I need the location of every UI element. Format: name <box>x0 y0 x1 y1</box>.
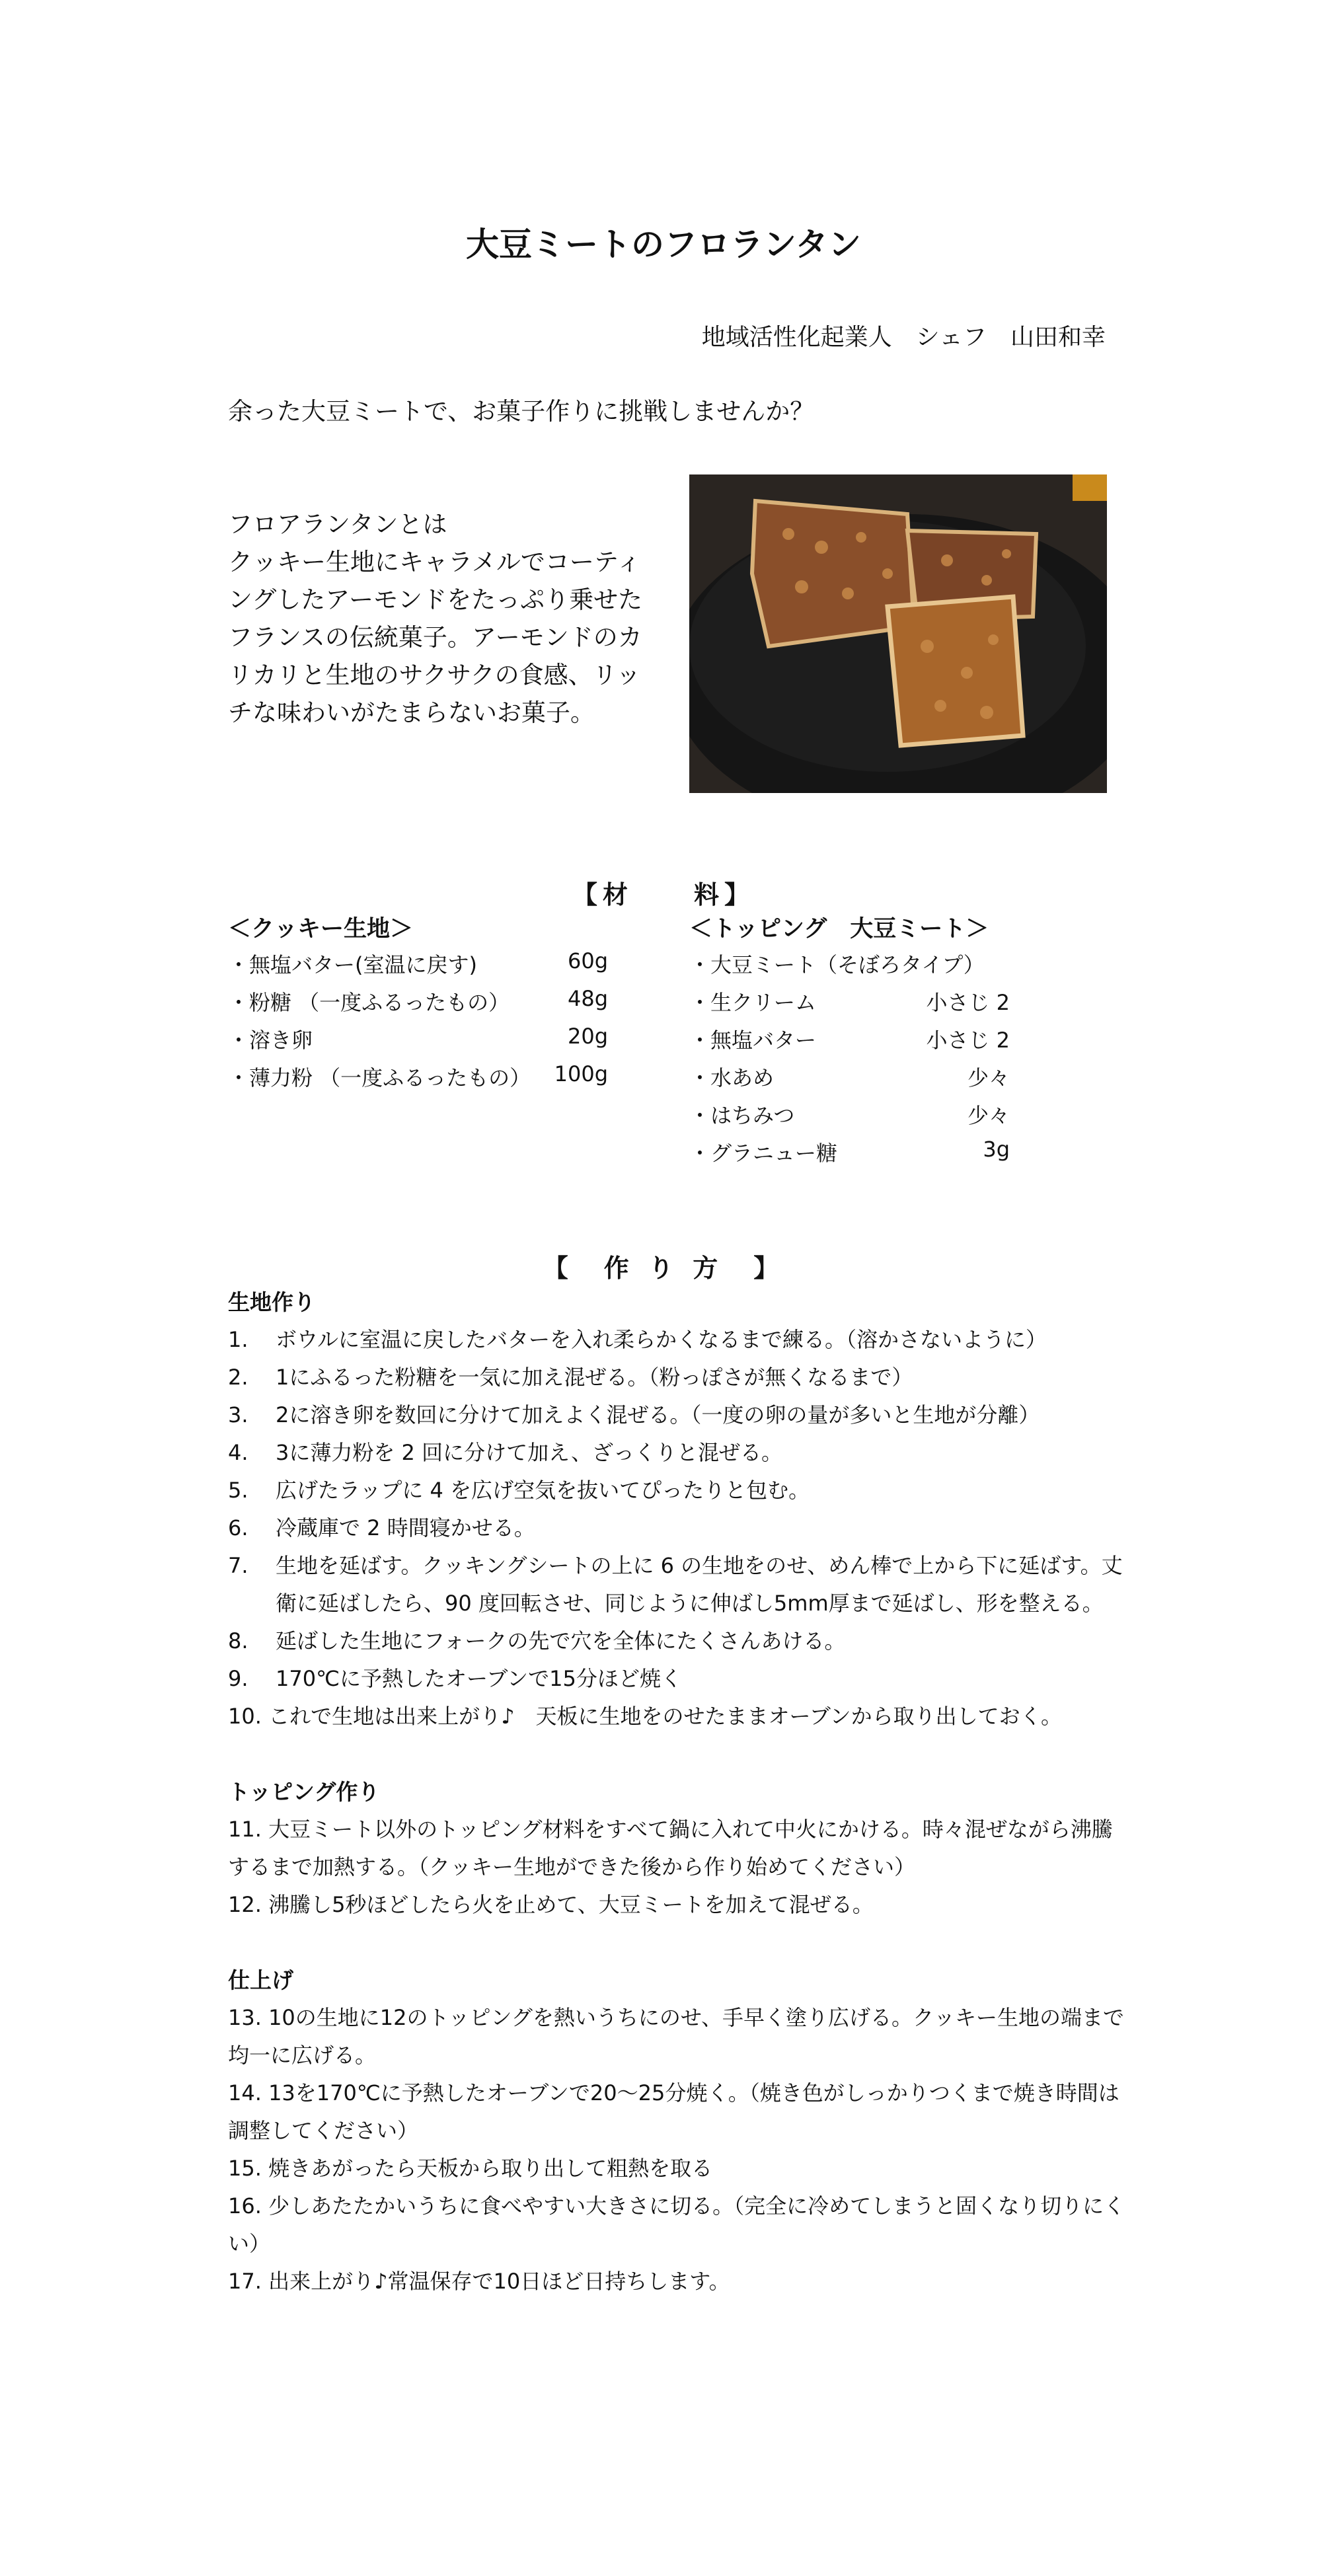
step-text: 生地を延ばす。クッキングシートの上に 6 の生地をのせ、めん棒で上から下に延ばす。丈衛に延ばしたら、90 度回転させ、同じように伸ばし5mm厚まで延ばし、形を整える。 <box>276 1553 1123 1616</box>
ingredient-qty: 60g <box>567 948 608 973</box>
step-number: 8. <box>228 1628 248 1653</box>
spacer <box>228 1924 1133 1961</box>
method-heading: 【 作 り 方 】 <box>543 1254 784 1283</box>
ingredient-qty: 3g <box>983 1137 1010 1162</box>
ingredient-row <box>689 1061 1010 1099</box>
document-title: 大豆ミートのフロランタン <box>466 225 861 264</box>
ingredient-qty: 小さじ 2 <box>926 990 1010 1015</box>
ingredient-name: ・水あめ <box>689 1065 775 1090</box>
step-item: 10. これで生地は出来上がり♪ 天板に生地をのせたままオーブンから取り出しておく。 <box>228 1704 1062 1729</box>
step-item: 11. 大豆ミート以外のトッピング材料をすべて鍋に入れて中火にかける。時々混ぜながら沸騰するまで加熱する。（クッキー生地ができた後から作り始めてください） <box>228 1817 1113 1879</box>
step-text: 2に溶き卵を数回に分けて加えよく混ぜる。（一度の卵の量が多いと生地が分離） <box>276 1402 1040 1427</box>
step-number: 3. <box>228 1402 248 1427</box>
ingredient-row <box>689 948 1010 986</box>
ingredient-name: ・グラニュー糖 <box>689 1141 838 1166</box>
florentine-photo <box>689 474 1107 793</box>
ingredient-row <box>228 1061 608 1099</box>
step-text: 1にふるった粉糖を一気に加え混ぜる。（粉っぽさが無くなるまで） <box>276 1365 913 1390</box>
step-number: 1. <box>228 1327 248 1352</box>
step-item <box>228 1396 1133 1434</box>
step-item <box>228 1472 1133 1509</box>
materials-heading: 【材 料】 <box>572 880 755 909</box>
cookie-ingredients <box>228 911 608 1099</box>
ingredient-qty: 20g <box>567 1024 608 1049</box>
step-item <box>228 1359 1133 1396</box>
ingredient-name: ・薄力粉 （一度ふるったもの） <box>228 1065 531 1090</box>
step-text: 3に薄力粉を 2 回に分けて加え、ざっくりと混ぜる。 <box>276 1440 782 1465</box>
intro-text: 余った大豆ミートで、お菓子作りに挑戦しませんか？ <box>228 397 815 426</box>
topping-header: ＜トッピング 大豆ミート＞ <box>689 916 989 942</box>
step-item: 13. 10の生地に12のトッピングを熱いうちにのせ、手早く塗り広げる。クッキー生地の端まで均一に広げる。 <box>228 2005 1124 2068</box>
step-item: 16. 少しあたたかいうちに食べやすい大きさに切る。（完全に冷めてしまうと固くなり切りにくい） <box>228 2193 1125 2256</box>
ingredient-row <box>689 986 1010 1024</box>
ingredient-row <box>228 948 608 986</box>
step-number: 5. <box>228 1478 248 1503</box>
florentine-description: フロアランタンとは クッキー生地にキャラメルでコーティングしたアーモンドをたっぷり乗せたフランスの伝統菓子。アーモンドのカリカリと生地のサクサクの食感、リッチな味わいがたまらないお菓子。 <box>228 510 643 727</box>
step-text: ボウルに室温に戻したバターを入れ柔らかくなるまで練る。（溶かさないように） <box>276 1327 1047 1352</box>
step-number: 4. <box>228 1440 248 1465</box>
step-text: 延ばした生地にフォークの先で穴を全体にたくさんあける。 <box>276 1628 846 1653</box>
step-item: 15. 焼きあがったら天板から取り出して粗熱を取る <box>228 2156 713 2181</box>
ingredient-name: ・無塩バター(室温に戻す) <box>228 952 477 977</box>
step-number: 2. <box>228 1365 248 1390</box>
dough-header: 生地作り <box>228 1289 315 1315</box>
ingredient-name: ・はちみつ <box>689 1103 795 1128</box>
ingredient-qty: 48g <box>567 986 608 1011</box>
step-item: 14. 13を170℃に予熱したオーブンで20～25分焼く。（焼き色がしっかりつくまで焼き時間は調整してください） <box>228 2080 1119 2143</box>
ingredient-row <box>228 986 608 1024</box>
ingredient-name: ・大豆ミート（そぼろタイプ） <box>689 952 985 977</box>
ingredient-qty: 少々 <box>967 1103 1010 1128</box>
ingredient-qty: 小さじ 2 <box>926 1028 1010 1053</box>
ingredient-qty: 100g <box>554 1061 608 1086</box>
ingredient-row <box>689 1137 1010 1174</box>
step-item <box>228 1509 1133 1547</box>
step-item <box>228 1622 1133 1660</box>
ingredient-row <box>689 1099 1010 1137</box>
florentine-piece-3 <box>888 597 1023 745</box>
ingredient-name: ・溶き卵 <box>228 1028 313 1053</box>
step-text: 広げたラップに 4 を広げ空気を抜いてぴったりと包む。 <box>276 1478 810 1503</box>
step-item: 12. 沸騰し5秒ほどしたら火を止めて、大豆ミートを加えて混ぜる。 <box>228 1892 874 1917</box>
topping-ingredients <box>689 911 1010 1174</box>
finish-header: 仕上げ <box>228 1967 293 1993</box>
topping-making-header: トッピング作り <box>228 1779 380 1805</box>
ingredient-qty: 少々 <box>967 1065 1010 1090</box>
step-text: 冷蔵庫で 2 時間寝かせる。 <box>276 1515 535 1540</box>
ingredient-name: ・無塩バター <box>689 1028 817 1053</box>
step-number: 7. <box>228 1553 248 1578</box>
ingredient-name: ・生クリーム <box>689 990 817 1015</box>
ingredient-row <box>228 1024 608 1061</box>
method-steps <box>228 1283 1133 2300</box>
step-item <box>228 1434 1133 1472</box>
step-number: 9. <box>228 1666 248 1691</box>
step-text: 170℃に予熱したオーブンで15分ほど焼く <box>276 1666 682 1691</box>
step-item: 17. 出来上がり♪常温保存で10日ほど日持ちします。 <box>228 2269 730 2294</box>
ingredient-name: ・粉糖 （一度ふるったもの） <box>228 990 510 1015</box>
step-item <box>228 1547 1133 1622</box>
step-item <box>228 1660 1133 1698</box>
step-number: 6. <box>228 1515 248 1540</box>
author-byline: 地域活性化起業人 シェフ 山田和幸 <box>701 324 1106 351</box>
cookie-header: ＜クッキー生地＞ <box>228 916 414 942</box>
spacer <box>228 1735 1133 1773</box>
step-item <box>228 1321 1133 1359</box>
ingredient-row <box>689 1024 1010 1061</box>
